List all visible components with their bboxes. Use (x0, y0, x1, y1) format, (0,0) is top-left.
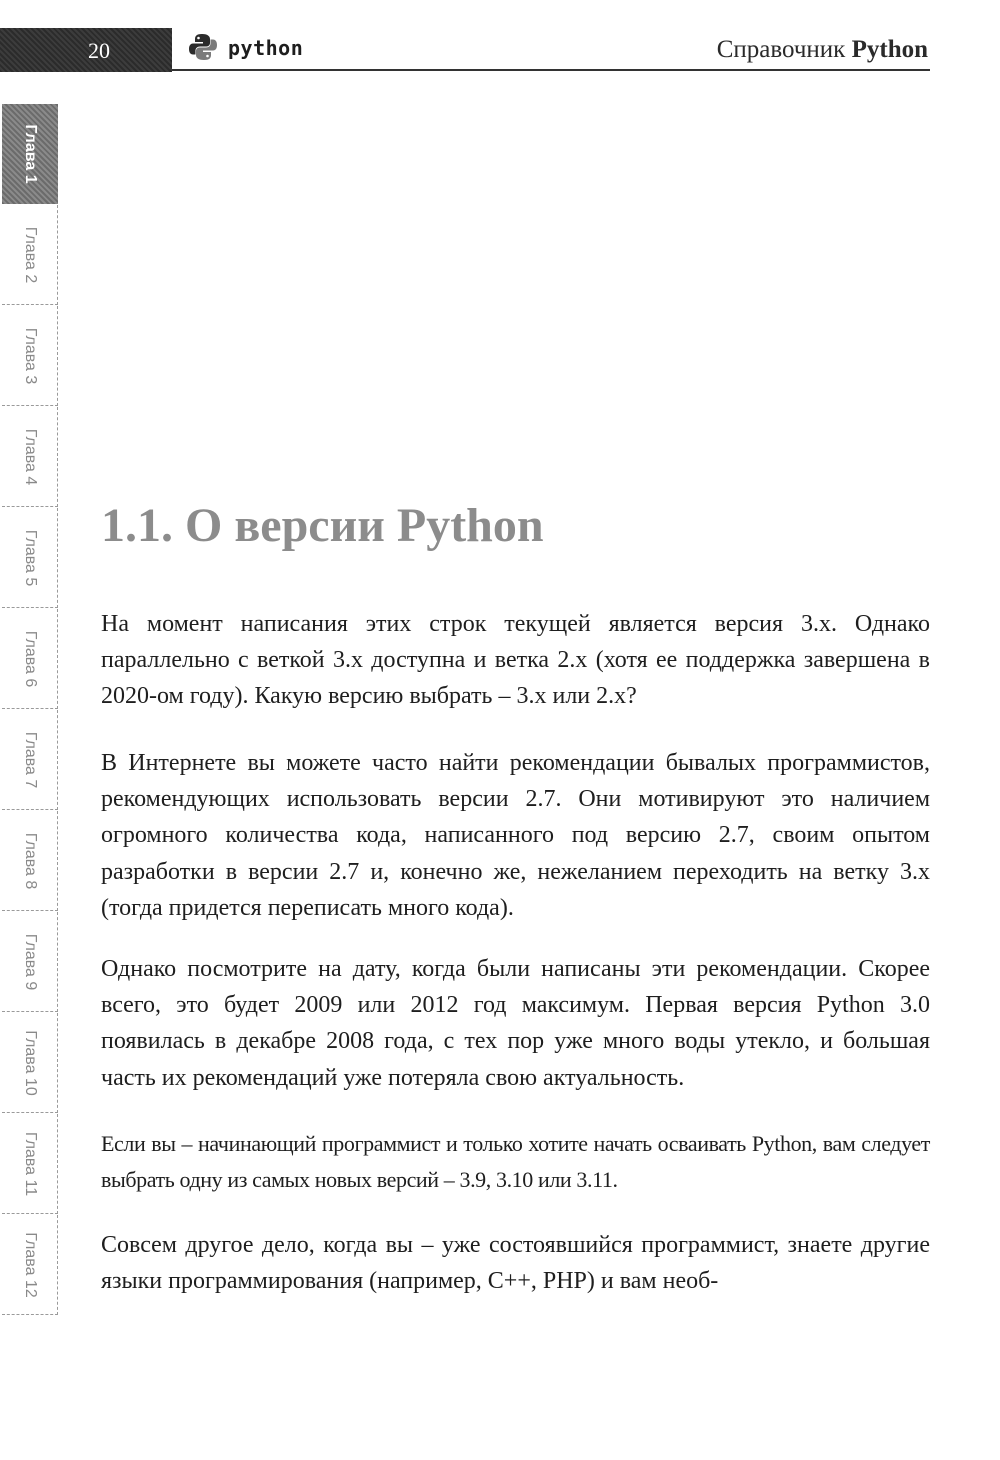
chapter-tab-label: Глава 6 (21, 630, 39, 687)
chapter-tab-12[interactable] (2, 1215, 58, 1315)
chapter-tab-9[interactable] (2, 912, 58, 1012)
chapter-tab-5[interactable] (2, 508, 58, 608)
chapter-tab-label: Глава 12 (21, 1231, 39, 1298)
header-rule (172, 69, 930, 71)
chapter-tab-3[interactable] (2, 306, 58, 406)
chapter-tab-label: Глава 4 (21, 428, 39, 485)
page-number: 20 (88, 38, 110, 63)
chapter-tab-label: Глава 11 (21, 1131, 39, 1196)
chapter-tab-4[interactable] (2, 407, 58, 507)
paragraph-5: Совсем другое дело, когда вы – уже состоявшийся программист, знаете другие языки программирования (например, C++, PHP) и вам необ- (101, 1232, 930, 1295)
chapter-tab-label: Глава 1 (22, 124, 39, 184)
chapter-tab-label: Глава 3 (21, 327, 39, 384)
chapter-tab-1[interactable] (2, 104, 58, 204)
chapter-tab-label: Глава 8 (21, 832, 39, 889)
chapter-tab-label: Глава 7 (21, 731, 39, 788)
chapter-tab-label: Глава 10 (21, 1029, 39, 1096)
page-header (0, 0, 1000, 72)
paragraph-2: В Интернете вы можете часто найти рекомендации бывалых программистов, рекомендующих использовать версии 2.7. Они мотивируют это наличием огромного количества кода, написанного под версию 2.7, своим опытом разработки в версии 2.7 и, конечно же, нежеланием переходить на ветку 3.x (тогда придется переписать много кода). (101, 750, 930, 921)
chapter-tab-6[interactable] (2, 609, 58, 709)
book-title-bold: Python (851, 36, 928, 63)
header-dark-bar (0, 28, 172, 72)
paragraph-3: Однако посмотрите на дату, когда были написаны эти рекомендации. Скорее всего, это будет 2009 или 2012 год максимум. Первая версия Python 3.0 появилась в декабре 2008 года, с тех пор уже много воды утекло, и большая часть их рекомендаций уже потеряла свою актуальность. (101, 956, 930, 1091)
chapter-tab-11[interactable] (2, 1114, 58, 1214)
section-title: 1.1. О версии Python (101, 499, 544, 552)
python-logo-text: python (228, 36, 304, 60)
chapter-tab-label: Глава 9 (21, 933, 39, 990)
python-logo-icon (188, 32, 218, 62)
book-title-prefix: Справочник (716, 36, 846, 63)
chapter-tab-label: Глава 5 (21, 529, 39, 586)
chapter-tab-10[interactable] (2, 1013, 58, 1113)
book-title (717, 34, 928, 66)
chapter-tab-2[interactable] (2, 205, 58, 305)
chapter-tabs (0, 104, 60, 1324)
chapter-tab-label: Глава 2 (21, 226, 39, 283)
paragraph-1: На момент написания этих строк текущей является версия 3.x. Однако параллельно с веткой 3.x доступна и ветка 2.x (хотя ее поддержка завершена в 2020-ом году). Какую версию выбрать – 3.x или 2.x? (101, 611, 930, 710)
chapter-tab-7[interactable] (2, 710, 58, 810)
chapter-tab-8[interactable] (2, 811, 58, 911)
paragraph-4: Если вы – начинающий программист и только хотите начать осваивать Python, вам следует выбрать одну из самых новых версий – 3.9, 3.10 или 3.11. (101, 1131, 930, 1192)
